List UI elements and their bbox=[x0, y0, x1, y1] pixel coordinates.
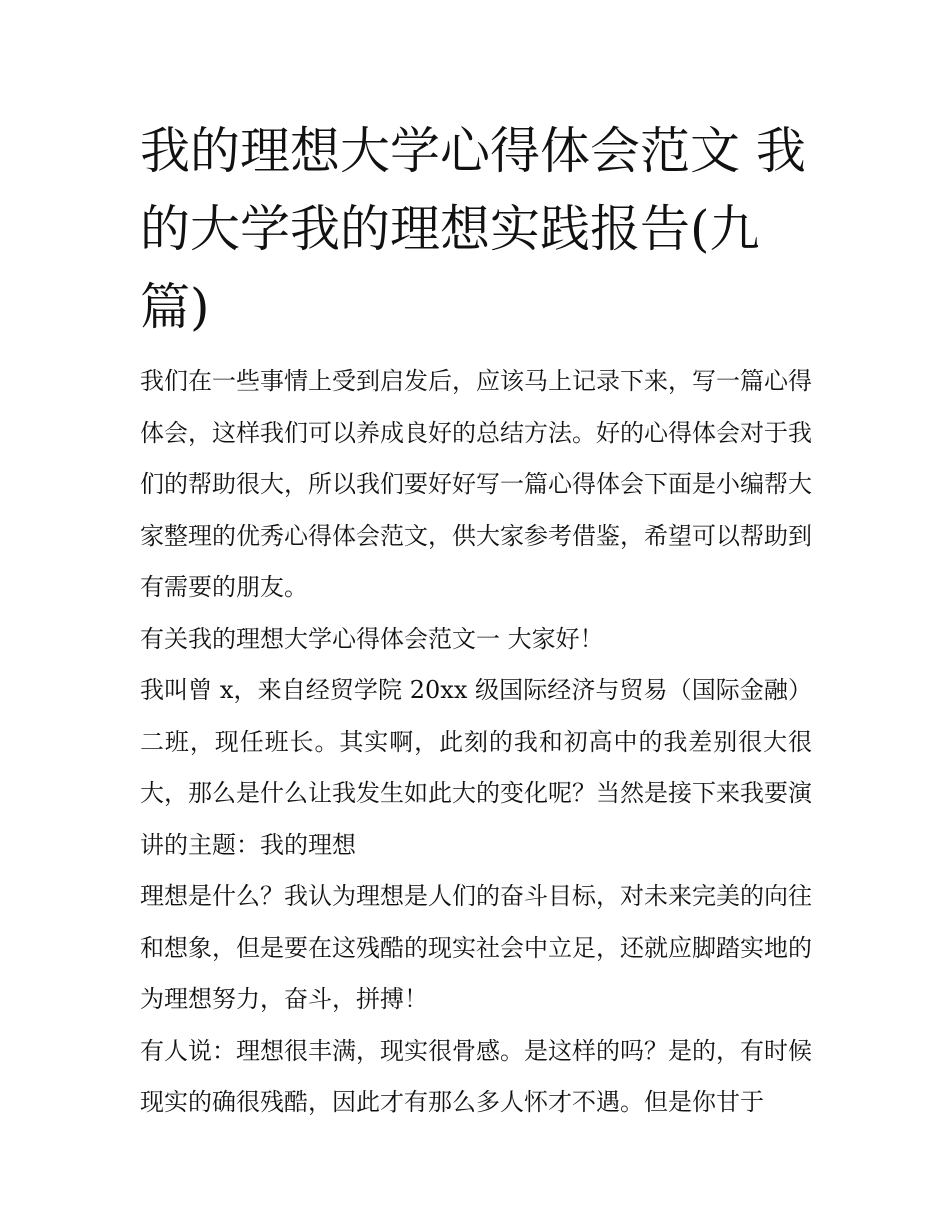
paragraph-section-heading: 有关我的理想大学心得体会范文一 大家好！ bbox=[140, 624, 604, 653]
document-page bbox=[140, 112, 812, 1129]
document-title: 我的理想大学心得体会范文 我的大学我的理想实践报告(九篇) bbox=[140, 122, 806, 336]
paragraph-self-introduction: 我叫曾 x，来自经贸学院 20xx 级国际经济与贸易（国际金融）二班，现任班长。其实啊，此刻的我和初高中的我差别很大很大，那么是什么让我发生如此大的变化呢？当然是接下来我要演讲的主题：我的理想 bbox=[140, 676, 812, 859]
paragraph-reality: 有人说：理想很丰满，现实很骨感。是这样的吗？是的，有时候现实的确很残酷，因此才有那么多人怀才不遇。但是你甘于 bbox=[140, 1036, 812, 1116]
paragraph-what-is-ideal: 理想是什么？我认为理想是人们的奋斗目标，对未来完美的向往和想象，但是要在这残酷的现实社会中立足，还就应脚踏实地的为理想努力，奋斗，拼搏！ bbox=[140, 882, 812, 1013]
paragraph-intro: 我们在一些事情上受到启发后，应该马上记录下来，写一篇心得体会，这样我们可以养成良好的总结方法。好的心得体会对于我们的帮助很大，所以我们要好好写一篇心得体会下面是小编帮大家整理的优秀心得体会范文，供大家参考借鉴，希望可以帮助到有需要的朋友。 bbox=[140, 367, 812, 601]
